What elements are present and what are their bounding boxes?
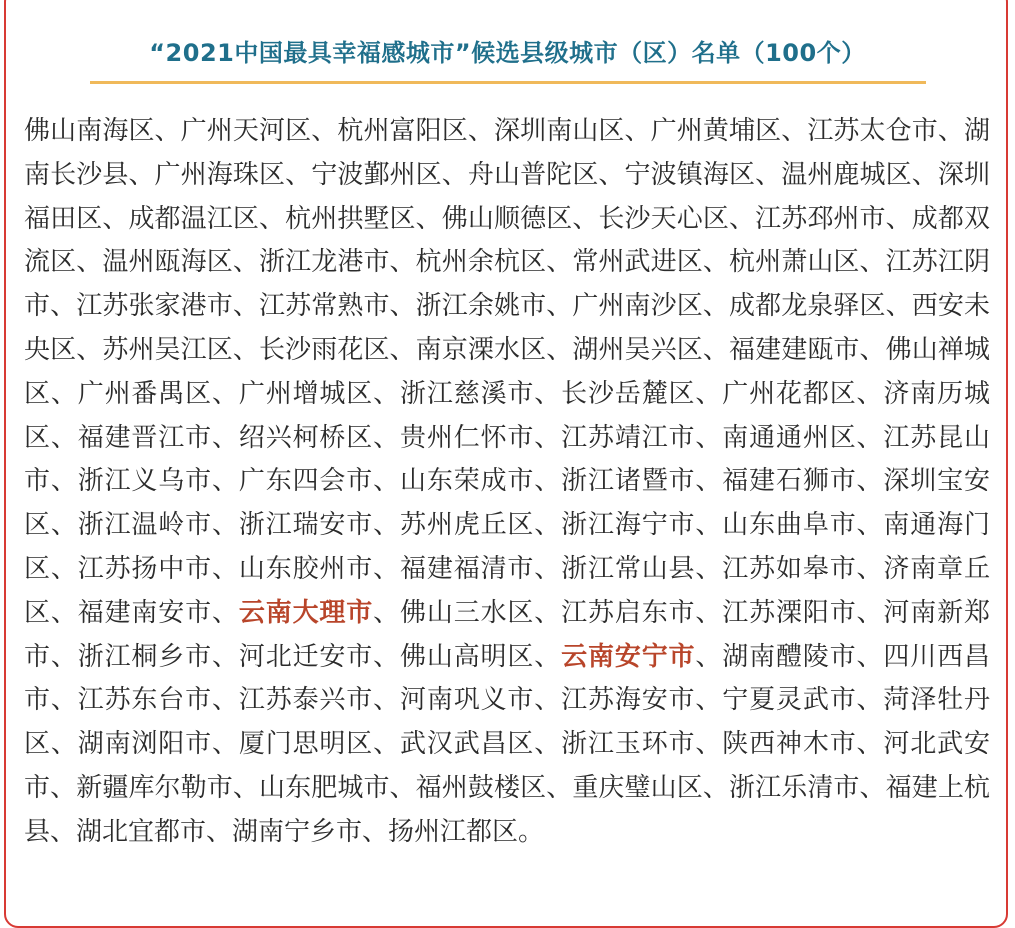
city-list-paragraph [24,110,990,855]
highlighted-city: 云南安宁市 [561,641,696,672]
highlighted-city: 云南大理市 [238,597,374,628]
city-list-text: 、湖南醴陵市、四川西昌市、江苏东台市、江苏泰兴市、河南巩义市、江苏海安市、宁夏灵武市、菏泽牡丹区、湖南浏阳市、厦门思明区、武汉武昌区、浙江玉环市、陕西神木市、河北武安市、新疆库尔勒市、山东肥城市、福州鼓楼区、重庆璧山区、浙江乐清市、福建上杭县、湖北宜都市、湖南宁乡市、扬州江都区。 [24,641,990,847]
page-title: “2021中国最具幸福感城市”候选县级城市（区）名单（100个） [149,39,866,67]
city-list-text: 佛山南海区、广州天河区、杭州富阳区、深圳南山区、广州黄埔区、江苏太仓市、湖南长沙县、广州海珠区、宁波鄞州区、舟山普陀区、宁波镇海区、温州鹿城区、深圳福田区、成都温江区、杭州拱墅区、佛山顺德区、长沙天心区、江苏邳州市、成都双流区、温州瓯海区、浙江龙港市、杭州余杭区、常州武进区、杭州萧山区、江苏江阴市、江苏张家港市、江苏常熟市、浙江余姚市、广州南沙区、成都龙泉驿区、西安未央区、苏州吴江区、长沙雨花区、南京溧水区、湖州吴兴区、福建建瓯市、佛山禅城区、广州番禺区、广州增城区、浙江慈溪市、长沙岳麓区、广州花都区、济南历城区、福建晋江市、绍兴柯桥区、贵州仁怀市、江苏靖江市、南通通州区、江苏昆山市、浙江义乌市、广东四会市、山东荣成市、浙江诸暨市、福建石狮市、深圳宝安区、浙江温岭市、浙江瑞安市、苏州虎丘区、浙江海宁市、山东曲阜市、南通海门区、江苏扬中市、山东胶州市、福建福清市、浙江常山县、江苏如皋市、济南章丘区、福建南安市、 [24,116,990,628]
city-list-text: 、佛山三水区、江苏启东市、江苏溧阳市、河南新郑市、浙江桐乡市、河北迁安市、佛山高明区、 [24,597,990,672]
title-underline [90,81,926,84]
